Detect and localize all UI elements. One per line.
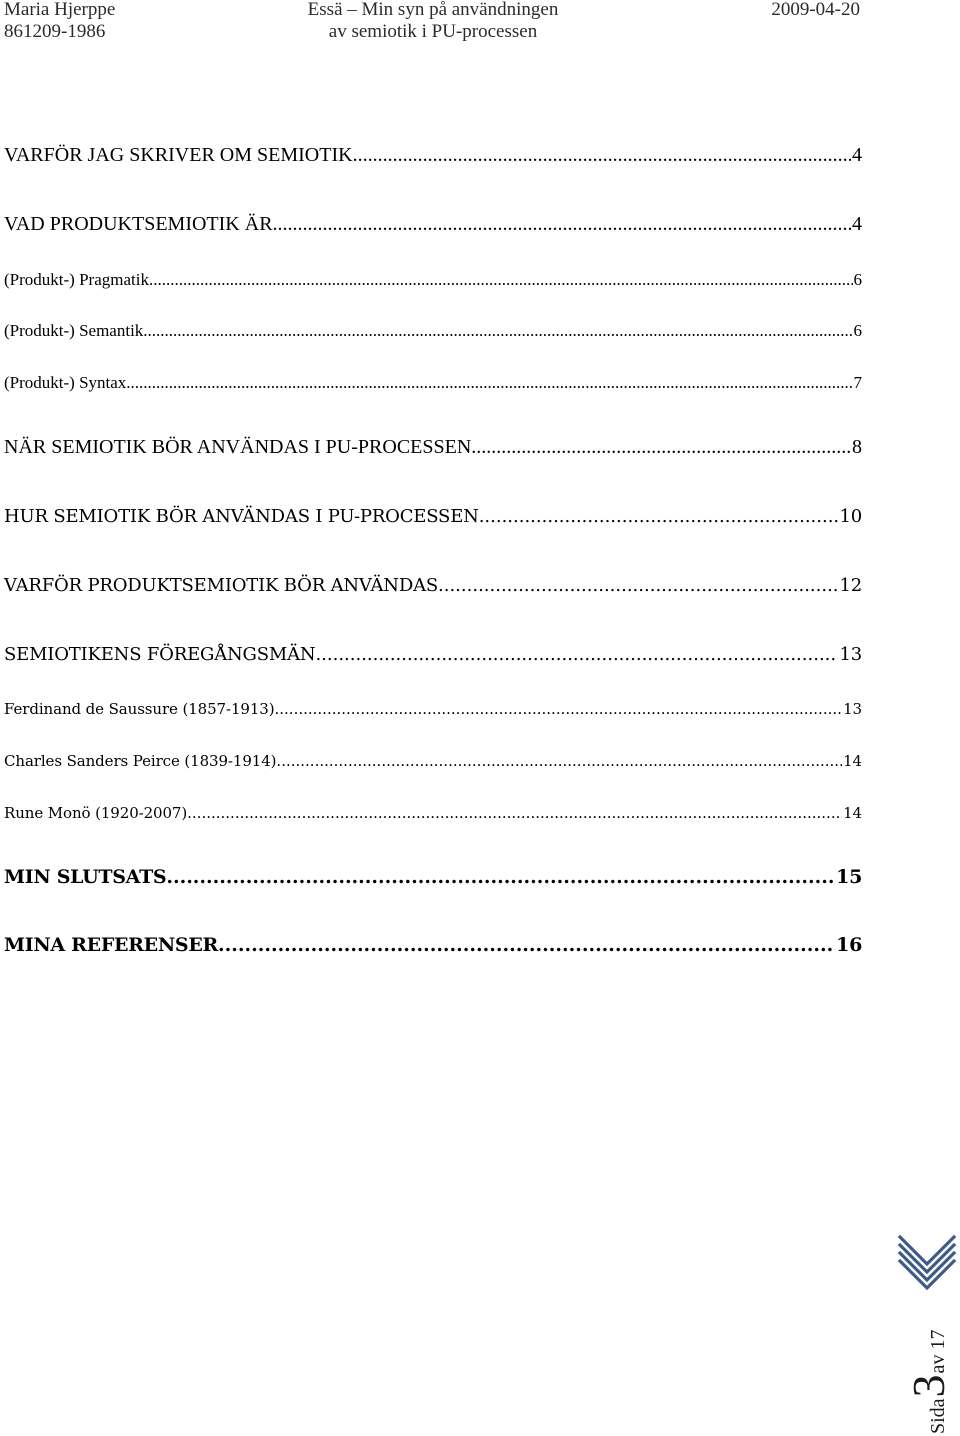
header-title-line1: Essä – Min syn på användningen: [307, 0, 559, 20]
toc-entry[interactable]: [4, 373, 862, 393]
toc-dot-leader: [315, 644, 838, 665]
toc-entry-page: 13: [839, 644, 862, 665]
toc-entry[interactable]: [4, 270, 862, 290]
toc-dot-leader: [353, 144, 851, 167]
toc-entry[interactable]: [4, 506, 862, 527]
toc-entry-page: 4: [852, 144, 862, 166]
toc-dot-leader: [479, 506, 839, 527]
toc-entry-page: 13: [843, 700, 862, 718]
toc-entry-title: Charles Sanders Peirce (1839-1914): [4, 752, 277, 770]
toc-entry-page: 12: [839, 575, 862, 596]
page-word: Sida: [927, 1398, 949, 1434]
header-title-block: [302, 0, 564, 43]
toc-entry-title: MINA REFERENSER: [4, 934, 219, 956]
page-header: [0, 0, 960, 44]
toc-dot-leader: [187, 804, 842, 822]
toc-entry-title: HUR SEMIOTIK BÖR ANVÄNDAS I PU-PROCESSEN: [4, 506, 479, 527]
toc-entry-title: VARFÖR JAG SKRIVER OM SEMIOTIK: [4, 144, 353, 166]
toc-dot-leader: [218, 934, 835, 956]
toc-dot-leader: [276, 752, 842, 770]
header-id-number: 861209-1986: [4, 21, 106, 42]
toc-entry[interactable]: [4, 436, 862, 459]
header-author: Maria Hjerppe: [4, 0, 116, 20]
toc-entry-page: 6: [853, 270, 862, 289]
toc-entry-page: 6: [853, 321, 862, 340]
toc-entry-title: Ferdinand de Saussure (1857-1913): [4, 700, 275, 718]
page-number-footer: [903, 1329, 954, 1434]
header-author-block: [4, 0, 115, 43]
toc-entry-page: 16: [836, 934, 862, 956]
toc-entry[interactable]: [4, 752, 862, 770]
toc-entry[interactable]: [4, 213, 862, 236]
toc-entry[interactable]: [4, 321, 862, 341]
toc-dot-leader: [166, 866, 835, 888]
toc-entry[interactable]: [4, 575, 862, 596]
header-date-text: 2009-04-20: [771, 0, 860, 20]
toc-dot-leader: [275, 700, 843, 718]
toc-entry-title: (Produkt-) Syntax: [4, 373, 127, 392]
toc-entry-title: (Produkt-) Pragmatik: [4, 270, 149, 289]
header-date: [771, 0, 860, 21]
toc-entry-title: NÄR SEMIOTIK BÖR ANVÄNDAS I PU-PROCESSEN: [4, 436, 472, 458]
toc-dot-leader: [438, 575, 838, 596]
toc-entry-page: 8: [852, 436, 862, 458]
total-pages: 17: [927, 1329, 949, 1350]
toc-entry[interactable]: [4, 866, 862, 888]
toc-entry[interactable]: [4, 934, 862, 956]
toc-entry-title: VAD PRODUKTSEMIOTIK ÄR: [4, 213, 273, 235]
toc-entry-page: 4: [852, 213, 862, 235]
toc-entry[interactable]: [4, 644, 862, 665]
toc-entry[interactable]: [4, 144, 862, 167]
chevrons-down-icon: [897, 1234, 957, 1294]
toc-entry-title: MIN SLUTSATS: [4, 866, 167, 888]
toc-dot-leader: [273, 213, 851, 236]
toc-entry[interactable]: [4, 804, 862, 822]
toc-entry[interactable]: [4, 700, 862, 718]
toc-entry-page: 10: [839, 506, 862, 527]
header-title-line2: av semiotik i PU-processen: [328, 21, 538, 42]
toc-dot-leader: [126, 373, 852, 393]
toc-entry-page: 7: [853, 373, 862, 392]
toc-dot-leader: [471, 436, 851, 459]
toc-entry-page: 15: [836, 866, 862, 888]
toc-entry-title: VARFÖR PRODUKTSEMIOTIK BÖR ANVÄNDAS: [4, 575, 439, 596]
page-number: 3: [903, 1374, 954, 1398]
toc-dot-leader: [143, 321, 852, 341]
toc-entry-title: Rune Monö (1920-2007): [4, 804, 188, 822]
of-word: av: [927, 1354, 949, 1374]
toc-dot-leader: [149, 270, 853, 290]
toc-entry-page: 14: [843, 752, 862, 770]
toc-entry-title: SEMIOTIKENS FÖREGÅNGSMÄN: [4, 644, 316, 665]
toc-entry-title: (Produkt-) Semantik: [4, 321, 144, 340]
toc-entry-page: 14: [843, 804, 862, 822]
